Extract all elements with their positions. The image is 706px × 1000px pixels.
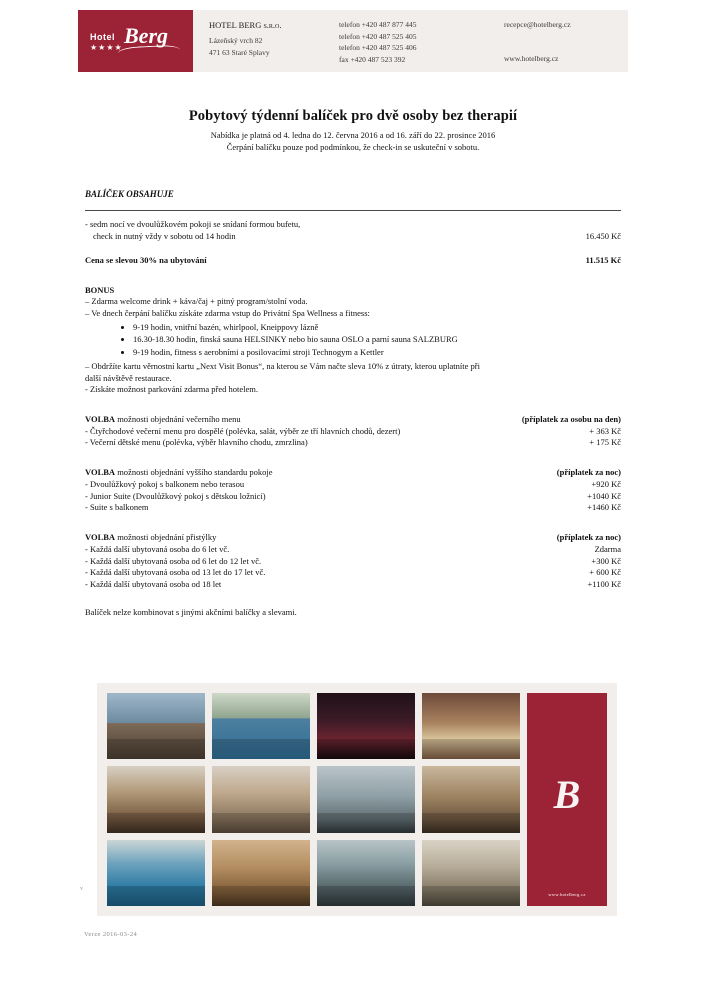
option-block-dinner bbox=[85, 414, 621, 449]
logo-brand-name: Berg bbox=[124, 23, 168, 48]
option-row-text: - Každá další ubytovaná osoba od 6 let do 12 let vč. bbox=[85, 555, 262, 566]
option-row bbox=[85, 437, 621, 449]
gallery-photo-massage-room bbox=[212, 766, 310, 832]
package-item-line1: - sedm nocí ve dvoulůžkovém pokoji se snídaní formou bufetu, bbox=[85, 219, 301, 230]
bonus-bullet-list bbox=[85, 322, 621, 359]
option-label-rest: možnosti objednání večerního menu bbox=[115, 414, 241, 425]
header-phone-1: telefon +420 487 877 445 bbox=[339, 20, 417, 29]
option-row bbox=[85, 544, 621, 556]
option-row-text: - Junior Suite (Dvoulůžkový pokoj s dětskou ložnicí) bbox=[85, 490, 266, 501]
document-body bbox=[85, 188, 621, 618]
header-phone-3: telefon +420 487 525 406 bbox=[339, 43, 417, 53]
gallery-photo-finnish-sauna bbox=[212, 840, 310, 906]
bonus-line-3a: – Obdržíte kartu věrnostní kartu „Next Visit Bonus“, na kterou se Vám načte sleva 10% z útraty, kterou uplatníte při bbox=[85, 360, 480, 371]
gallery-photo-indoor-pool bbox=[107, 840, 205, 906]
option-row-text: - Každá další ubytovaná osoba do 6 let vč. bbox=[85, 543, 230, 554]
title-subline-2: Čerpání balíčku pouze pod podmínkou, že check-in se uskuteční v sobotu. bbox=[226, 142, 480, 153]
list-item: • 9-19 hodin, vnitřní bazén, whirlpool, Kneippovy lázně bbox=[133, 322, 621, 334]
brand-website-url[interactable]: www.hotelberg.cz bbox=[548, 892, 586, 897]
package-item-row bbox=[85, 219, 621, 242]
package-section-title: BALÍČEK OBSAHUJE bbox=[85, 189, 174, 199]
option-row-price: + 363 Kč bbox=[589, 425, 621, 436]
header-company-name: HOTEL BERG s.r.o. bbox=[209, 20, 282, 30]
option-block-extra-bed bbox=[85, 532, 621, 591]
bonus-line-4: - Získáte možnost parkování zdarma před hotelem. bbox=[85, 384, 259, 395]
gallery-photo-hotel-bar bbox=[317, 693, 415, 759]
discount-row bbox=[85, 255, 621, 267]
option-label-bold: VOLBA bbox=[85, 467, 116, 478]
header-address-line2: 471 63 Staré Splavy bbox=[209, 47, 270, 57]
list-item: • 16.30-18.30 hodin, finská sauna HELSINKY nebo bio sauna OSLO a parní sauna SALZBURG bbox=[133, 334, 621, 346]
option-header bbox=[85, 414, 621, 426]
gallery-photo-outdoor-terrace bbox=[212, 693, 310, 759]
option-row-price: +1040 Kč bbox=[587, 490, 621, 501]
header-address-line1: Lázeňský vrch 82 bbox=[209, 36, 263, 46]
letterhead-header bbox=[78, 10, 628, 72]
header-email[interactable]: recepce@hotelberg.cz bbox=[504, 20, 571, 29]
option-row-text: - Každá další ubytovaná osoba od 18 let bbox=[85, 578, 222, 589]
gallery-brand-panel bbox=[527, 693, 607, 906]
header-phone-2: telefon +420 487 525 405 bbox=[339, 31, 417, 41]
option-block-room-upgrade bbox=[85, 467, 621, 514]
divider-top bbox=[85, 210, 621, 211]
logo-hotel-word: Hotel bbox=[90, 32, 115, 42]
option-row-text: - Suite s balkonem bbox=[85, 502, 149, 513]
combination-note: Balíček nelze kombinovat s jinými akčními balíčky a slevami. bbox=[85, 606, 297, 617]
title-subline-1: Nabídka je platná od 4. ledna do 12. června 2016 a od 16. září do 22. prosince 2016 bbox=[210, 130, 496, 140]
option-row-price: +1100 Kč bbox=[587, 578, 621, 589]
gallery-photo-hotel-room bbox=[422, 693, 520, 759]
header-address-column bbox=[193, 10, 339, 72]
bonus-line-3b: další návštěvě restaurace. bbox=[85, 372, 172, 383]
option-label-rest: možnosti objednání přistýlky bbox=[115, 532, 217, 543]
hotel-logo bbox=[78, 10, 193, 72]
option-row bbox=[85, 479, 621, 491]
brand-monogram: B bbox=[553, 772, 581, 817]
gallery-photo-corridor bbox=[317, 766, 415, 832]
option-row bbox=[85, 579, 621, 591]
photo-gallery bbox=[97, 683, 617, 916]
option-row bbox=[85, 567, 621, 579]
gallery-photo-lobby-lounge bbox=[107, 766, 205, 832]
bonus-line-1: – Zdarma welcome drink + káva/čaj + pitný program/stolní voda. bbox=[85, 296, 308, 307]
option-header bbox=[85, 467, 621, 479]
option-label-rest: možnosti objednání vyššího standardu pokoje bbox=[115, 467, 273, 478]
header-fax: fax +420 487 523 392 bbox=[339, 54, 406, 64]
header-website[interactable]: www.hotelberg.cz bbox=[504, 53, 559, 63]
option-row-price: +920 Kč bbox=[591, 478, 621, 489]
option-note: (příplatek za noc) bbox=[556, 532, 621, 543]
option-row-text: - Večerní dětské menu (polévka, výběr hlavního chodu, zmrzlina) bbox=[85, 437, 308, 448]
option-row-price: +1460 Kč bbox=[587, 502, 621, 513]
option-note: (příplatek za osobu na den) bbox=[521, 414, 621, 425]
package-item-price: 16.450 Kč bbox=[585, 231, 621, 242]
list-item: • 9-19 hodin, fitness s aerobními a posilovacími stroji Technogym a Kettler bbox=[133, 347, 621, 359]
option-row bbox=[85, 426, 621, 438]
option-label-bold: VOLBA bbox=[85, 414, 116, 425]
gallery-photo-hotel-exterior bbox=[107, 693, 205, 759]
option-header bbox=[85, 532, 621, 544]
header-phone-column bbox=[339, 10, 494, 72]
option-row bbox=[85, 502, 621, 514]
option-row bbox=[85, 556, 621, 568]
logo-stars: ★★★★ bbox=[90, 43, 123, 52]
page-title: Pobytový týdenní balíček pro dvě osoby bez therapií bbox=[188, 108, 518, 124]
header-contact-column bbox=[494, 10, 628, 72]
option-row-price: + 175 Kč bbox=[589, 437, 621, 448]
discount-label: Cena se slevou 30% na ubytování bbox=[85, 254, 207, 265]
gallery-photo-spa-relax bbox=[317, 840, 415, 906]
option-note: (příplatek za noc) bbox=[556, 467, 621, 478]
photo-grid bbox=[107, 693, 527, 906]
gallery-photo-conference-room bbox=[422, 840, 520, 906]
document-version: Verze 2016-03-24 bbox=[84, 931, 138, 938]
package-item-line2: check in nutný vždy v sobotu od 14 hodin bbox=[93, 231, 236, 242]
gallery-photo-restaurant-table bbox=[422, 766, 520, 832]
option-row-price: + 600 Kč bbox=[589, 567, 621, 578]
option-row-text: - Každá další ubytovaná osoba od 13 let do 17 let vč. bbox=[85, 567, 266, 578]
discount-price: 11.515 Kč bbox=[585, 254, 621, 265]
page-mark: v bbox=[80, 886, 83, 892]
title-block bbox=[78, 108, 628, 154]
bonus-line-2: – Ve dnech čerpání balíčku získáte zdarma vstup do Privátní Spa Wellness a fitness: bbox=[85, 308, 370, 318]
option-row bbox=[85, 491, 621, 503]
option-label-bold: VOLBA bbox=[85, 532, 116, 543]
option-row-text: - Čtyřchodové večerní menu pro dospělé (polévka, salát, výběr ze tří hlavních chodů, dezert) bbox=[85, 425, 401, 436]
option-row-price: +300 Kč bbox=[591, 555, 621, 566]
option-row-price: Zdarma bbox=[594, 543, 621, 554]
bonus-title: BONUS bbox=[85, 284, 115, 295]
option-row-text: - Dvoulůžkový pokoj s balkonem nebo terasou bbox=[85, 478, 245, 489]
